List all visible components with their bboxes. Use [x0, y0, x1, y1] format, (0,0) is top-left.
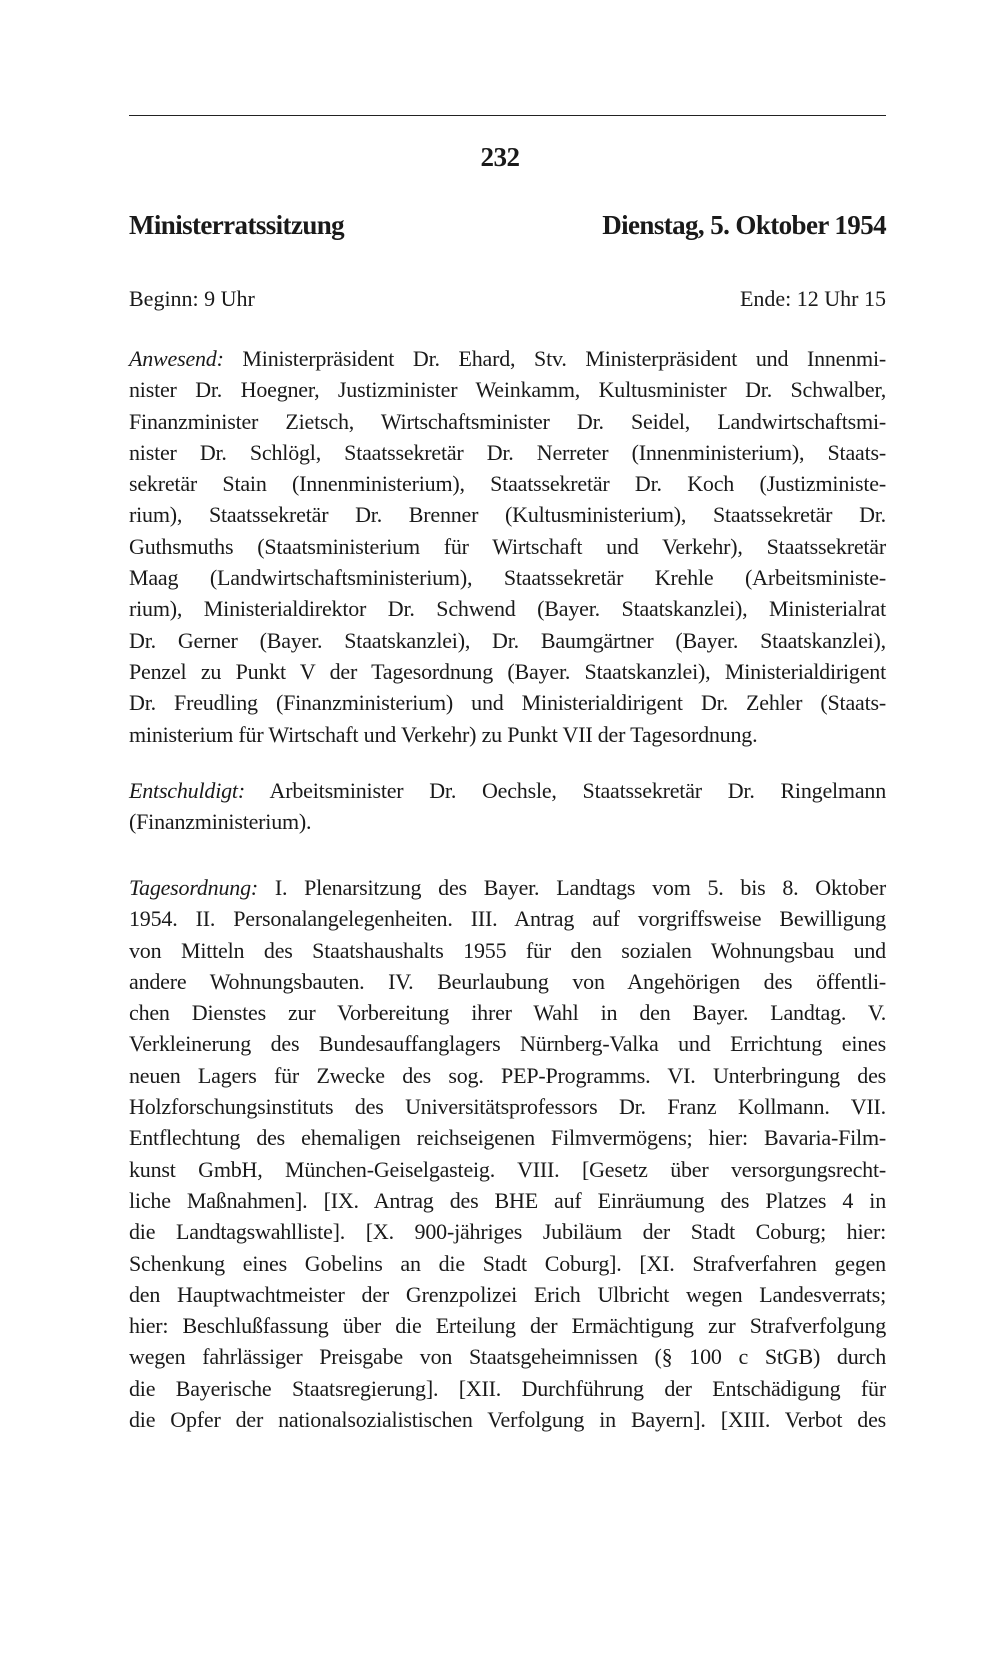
text-line: von Mitteln des Staatshaushalts 1955 für den sozialen Wohnungsbau und — [129, 937, 886, 963]
agenda-paragraph — [129, 872, 886, 1435]
text-line: rium), Ministerialdirektor Dr. Schwend (Bayer. Staatskanzlei), Ministerialrat — [129, 596, 886, 622]
text-line: die Landtagswahlliste]. [X. 900-jähriges Jubiläum der Stadt Coburg; hier: — [129, 1219, 886, 1245]
excused-label: Entschuldigt: — [129, 778, 245, 803]
text-line: Entflechtung des ehemaligen reichseigenen Filmvermögens; hier: Bavaria-Film- — [129, 1125, 886, 1151]
text-line: hier: Beschlußfassung über die Erteilung der Ermächtigung zur Strafverfolgung — [129, 1313, 886, 1339]
session-date: Dienstag, 5. Oktober 1954 — [602, 210, 886, 240]
text-line: ministerium für Wirtschaft und Verkehr) zu Punkt VII der Tagesordnung. — [129, 721, 758, 747]
text-line: die Opfer der nationalsozialistischen Verfolgung in Bayern]. [XIII. Verbot des — [129, 1407, 886, 1433]
header-rule — [129, 115, 886, 116]
attendees-paragraph — [129, 343, 886, 750]
text-line: Maag (Landwirtschaftsministerium), Staatssekretär Krehle (Arbeitsministe- — [129, 565, 886, 591]
text-line: Dr. Freudling (Finanzministerium) und Ministerialdirigent Dr. Zehler (Staats- — [129, 690, 886, 716]
text-line: 1954. II. Personalangelegenheiten. III. Antrag auf vorgriffsweise Bewilligung — [129, 906, 886, 932]
text-line: Anwesend: Ministerpräsident Dr. Ehard, Stv. Ministerpräsident und Innenmi- — [129, 346, 886, 371]
text-line: den Hauptwachtmeister der Grenzpolizei Erich Ulbricht wegen Landesverrats; — [129, 1281, 886, 1307]
text-line: Tagesordnung: I. Plenarsitzung des Bayer. Landtags vom 5. bis 8. Oktober — [129, 875, 886, 900]
attendees-label: Anwesend: — [129, 346, 224, 371]
session-times — [129, 286, 886, 312]
text-line: Schenkung eines Gobelins an die Stadt Coburg]. [XI. Strafverfahren gegen — [129, 1250, 886, 1276]
text-line: Finanzminister Zietsch, Wirtschaftsminister Dr. Seidel, Landwirtschaftsmi- — [129, 408, 886, 434]
text-line: liche Maßnahmen]. [IX. Antrag des BHE auf Einräumung des Platzes 4 in — [129, 1187, 886, 1213]
text-line: Holzforschungsinstituts des Universitätsprofessors Dr. Franz Kollmann. VII. — [129, 1094, 886, 1120]
text-line: neuen Lagers für Zwecke des sog. PEP-Programms. VI. Unterbringung des — [129, 1062, 886, 1088]
text-line: nister Dr. Schlögl, Staatssekretär Dr. Nerreter (Innenministerium), Staats- — [129, 439, 886, 465]
end-time: Ende: 12 Uhr 15 — [739, 286, 886, 311]
agenda-label: Tagesordnung: — [129, 875, 259, 900]
text-line: Guthsmuths (Staatsministerium für Wirtschaft und Verkehr), Staatssekretär — [129, 533, 886, 559]
text-line: Verkleinerung des Bundesauffanglagers Nürnberg-Valka und Errichtung eines — [129, 1031, 886, 1057]
document-heading — [129, 210, 886, 241]
text-line: kunst GmbH, München-Geiselgasteig. VIII. [Gesetz über versorgungsrecht- — [129, 1156, 886, 1182]
begin-time: Beginn: 9 Uhr — [129, 286, 255, 311]
text-line: rium), Staatssekretär Dr. Brenner (Kultusministerium), Staatssekretär Dr. — [129, 502, 886, 528]
text-line: wegen fahrlässiger Preisgabe von Staatsgeheimnissen (§ 100 c StGB) durch — [129, 1344, 886, 1370]
text-line: Dr. Gerner (Bayer. Staatskanzlei), Dr. Baumgärtner (Bayer. Staatskanzlei), — [129, 627, 886, 653]
excused-paragraph — [129, 775, 886, 838]
text-line: sekretär Stain (Innenministerium), Staatssekretär Dr. Koch (Justizministe- — [129, 471, 886, 497]
text-line: andere Wohnungsbauten. IV. Beurlaubung von Angehörigen des öffentli- — [129, 968, 886, 994]
text-line: die Bayerische Staatsregierung]. [XII. Durchführung der Entschädigung für — [129, 1375, 886, 1401]
text-line: Penzel zu Punkt V der Tagesordnung (Bayer. Staatskanzlei), Ministerialdirigent — [129, 658, 886, 684]
text-line: Entschuldigt: Arbeitsminister Dr. Oechsle, Staatssekretär Dr. Ringelmann — [129, 778, 886, 803]
page-number: 232 — [480, 142, 520, 172]
session-title: Ministerratssitzung — [129, 210, 345, 240]
text-line: (Finanzministerium). — [129, 809, 312, 835]
text-line: nister Dr. Hoegner, Justizminister Weinkamm, Kultusminister Dr. Schwalber, — [129, 377, 886, 403]
text-line: chen Dienstes zur Vorbereitung ihrer Wahl in den Bayer. Landtag. V. — [129, 1000, 886, 1026]
